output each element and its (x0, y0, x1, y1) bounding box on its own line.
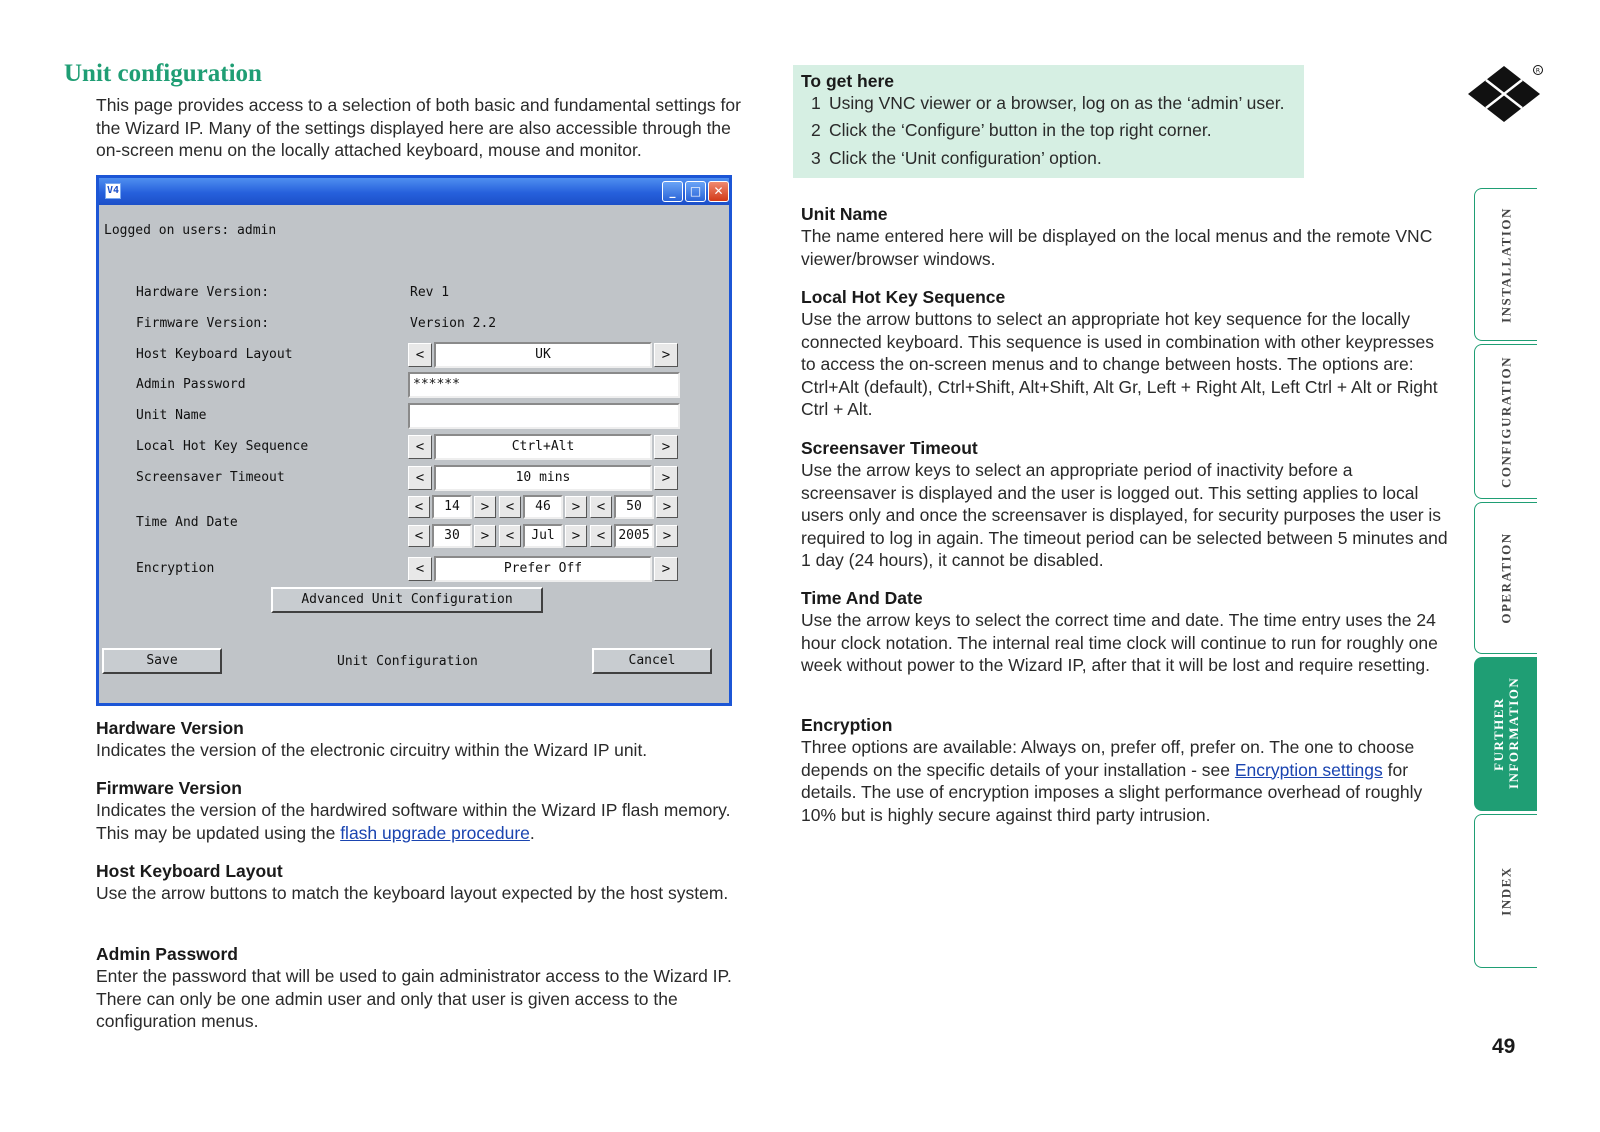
hardware-version-label: Hardware Version: (136, 285, 270, 300)
host-keyboard-field[interactable]: UK (434, 342, 652, 368)
day-next-button[interactable]: > (474, 525, 496, 547)
unit-name-label: Unit Name (136, 408, 207, 423)
year-prev-button[interactable]: < (590, 525, 612, 547)
section-heading: Hardware Version (96, 718, 244, 738)
black-box-logo-icon (1466, 62, 1546, 126)
section-hardware-version (96, 717, 746, 762)
close-button[interactable]: ✕ (708, 181, 729, 202)
page-title: Unit configuration (64, 60, 262, 87)
tab-configuration[interactable]: CONFIGURATION (1474, 344, 1537, 499)
tab-index[interactable]: INDEX (1474, 814, 1537, 968)
screensaver-label: Screensaver Timeout (136, 470, 285, 485)
cancel-button[interactable]: Cancel (592, 648, 712, 674)
section-heading: Encryption (801, 715, 893, 735)
minute-prev-button[interactable]: < (499, 496, 521, 518)
month-next-button[interactable]: > (565, 525, 587, 547)
encryption-next-button[interactable]: > (654, 557, 678, 581)
unit-config-window (96, 175, 732, 706)
encryption-field[interactable]: Prefer Off (434, 556, 652, 582)
hotkey-next-button[interactable]: > (654, 435, 678, 459)
encryption-label: Encryption (136, 561, 215, 576)
section-heading: Host Keyboard Layout (96, 861, 283, 881)
screensaver-prev-button[interactable]: < (408, 466, 432, 490)
section-encryption (801, 714, 1451, 826)
second-prev-button[interactable]: < (590, 496, 612, 518)
flash-upgrade-link[interactable]: flash upgrade procedure (340, 822, 530, 843)
encryption-settings-link[interactable]: Encryption settings (1234, 759, 1383, 780)
section-body: Indicates the version of the hardwired software within the Wizard IP flash memory. This may be updated using the flash upgrade procedure. (96, 800, 731, 843)
section-time-and-date (801, 587, 1451, 677)
section-body: The name entered here will be displayed on the local menus and the remote VNC viewer/browser windows. (801, 226, 1433, 269)
encryption-prev-button[interactable]: < (408, 557, 432, 581)
section-body: Use the arrow buttons to match the keyboard layout expected by the host system. (96, 883, 729, 903)
section-body: Use the arrow keys to select the correct time and date. The time entry uses the 24 hour clock notation. The internal real time clock will continue to run for roughly one week without power to the Wizard IP, after that it will be lost and require resetting. (801, 610, 1438, 675)
section-heading: Time And Date (801, 588, 923, 608)
hour-next-button[interactable]: > (474, 496, 496, 518)
callout-step: 2 Click the ‘Configure’ button in the top right corner. (811, 120, 1212, 140)
window-titlebar (99, 178, 729, 205)
month-prev-button[interactable]: < (499, 525, 521, 547)
hotkey-prev-button[interactable]: < (408, 435, 432, 459)
section-unit-name (801, 203, 1451, 270)
svg-text:R: R (1535, 67, 1541, 75)
section-firmware-version (96, 777, 746, 844)
unit-name-field[interactable] (408, 403, 680, 429)
admin-password-label: Admin Password (136, 377, 246, 392)
host-keyboard-next-button[interactable]: > (654, 343, 678, 367)
day-prev-button[interactable]: < (408, 525, 430, 547)
callout-title: To get here (801, 71, 895, 91)
hour-prev-button[interactable]: < (408, 496, 430, 518)
section-heading: Local Hot Key Sequence (801, 287, 1006, 307)
time-date-label: Time And Date (136, 515, 238, 530)
callout-step: 1 Using VNC viewer or a browser, log on as the ‘admin’ user. (811, 93, 1285, 113)
screensaver-next-button[interactable]: > (654, 466, 678, 490)
hour-field[interactable]: 14 (432, 495, 472, 519)
section-local-hot-key (801, 286, 1451, 421)
hotkey-field[interactable]: Ctrl+Alt (434, 434, 652, 460)
section-body: Three options are available: Always on, prefer off, prefer on. The one to choose depends on the specific details of your installation - see Encryption settings for details. The use of encryption imposes a slight performance overhead of roughly 10% but is highly secure against third party intrusion. (801, 737, 1423, 825)
minute-next-button[interactable]: > (565, 496, 587, 518)
tab-installation[interactable]: INSTALLATION (1474, 188, 1537, 341)
save-button[interactable]: Save (102, 648, 222, 674)
day-field[interactable]: 30 (432, 524, 472, 548)
intro-paragraph: This page provides access to a selection of both basic and fundamental settings for the Wizard IP. Many of the settings displayed here are also accessible through the on-screen menu on the locally attached keyboard, mouse and monitor. (96, 95, 741, 160)
section-admin-password (96, 943, 746, 1033)
screensaver-field[interactable]: 10 mins (434, 465, 652, 491)
section-host-keyboard-layout (96, 860, 746, 905)
section-heading: Screensaver Timeout (801, 438, 978, 458)
maximize-button[interactable]: □ (685, 181, 706, 202)
vnc-app-icon: V4 (105, 183, 121, 199)
firmware-version-label: Firmware Version: (136, 316, 270, 331)
advanced-config-button[interactable]: Advanced Unit Configuration (271, 587, 543, 613)
window-footer-title: Unit Configuration (337, 654, 478, 669)
section-body: Use the arrow keys to select an appropriate period of inactivity before a screensaver is displayed and the user is logged out. This setting applies to local users only and once the screensaver is displayed, for security purposes the user is required to log in again. The timeout period can be selected between 5 minutes and 1 day (24 hours), it cannot be disabled. (801, 460, 1448, 570)
year-next-button[interactable]: > (656, 525, 678, 547)
hardware-version-value: Rev 1 (410, 285, 450, 300)
second-field[interactable]: 50 (614, 495, 654, 519)
section-body: Use the arrow buttons to select an appropriate hot key sequence for the locally connected keyboard. This sequence is used in combination with other keypresses to access the on-screen menus and to change between hosts. The options are: Ctrl+Alt (default), Ctrl+Shift, Alt+Shift, Alt Gr, Left + Right Alt, Left Ctrl + Alt or Right Ctrl + Alt. (801, 309, 1438, 419)
year-field[interactable]: 2005 (614, 524, 654, 548)
callout-step: 3 Click the ‘Unit configuration’ option. (811, 148, 1102, 168)
logged-on-users: Logged on users: admin (104, 223, 277, 238)
minimize-button[interactable]: _ (662, 181, 683, 202)
tab-further-information[interactable]: FURTHER INFORMATION (1474, 657, 1537, 811)
section-screensaver-timeout (801, 437, 1451, 572)
month-field[interactable]: Jul (523, 524, 563, 548)
section-body: Indicates the version of the electronic circuitry within the Wizard IP unit. (96, 740, 648, 760)
minute-field[interactable]: 46 (523, 495, 563, 519)
section-heading: Unit Name (801, 204, 888, 224)
section-body: Enter the password that will be used to gain administrator access to the Wizard IP. There can only be one admin user and only that user is given access to the configuration menus. (96, 966, 732, 1031)
second-next-button[interactable]: > (656, 496, 678, 518)
how-to-callout (793, 65, 1304, 178)
section-heading: Firmware Version (96, 778, 242, 798)
page-number: 49 (1492, 1035, 1516, 1058)
tab-operation[interactable]: OPERATION (1474, 502, 1537, 654)
host-keyboard-prev-button[interactable]: < (408, 343, 432, 367)
firmware-version-value: Version 2.2 (410, 316, 497, 331)
admin-password-field[interactable]: ****** (408, 372, 680, 398)
hotkey-label: Local Hot Key Sequence (136, 439, 309, 454)
host-keyboard-label: Host Keyboard Layout (136, 347, 293, 362)
section-heading: Admin Password (96, 944, 238, 964)
